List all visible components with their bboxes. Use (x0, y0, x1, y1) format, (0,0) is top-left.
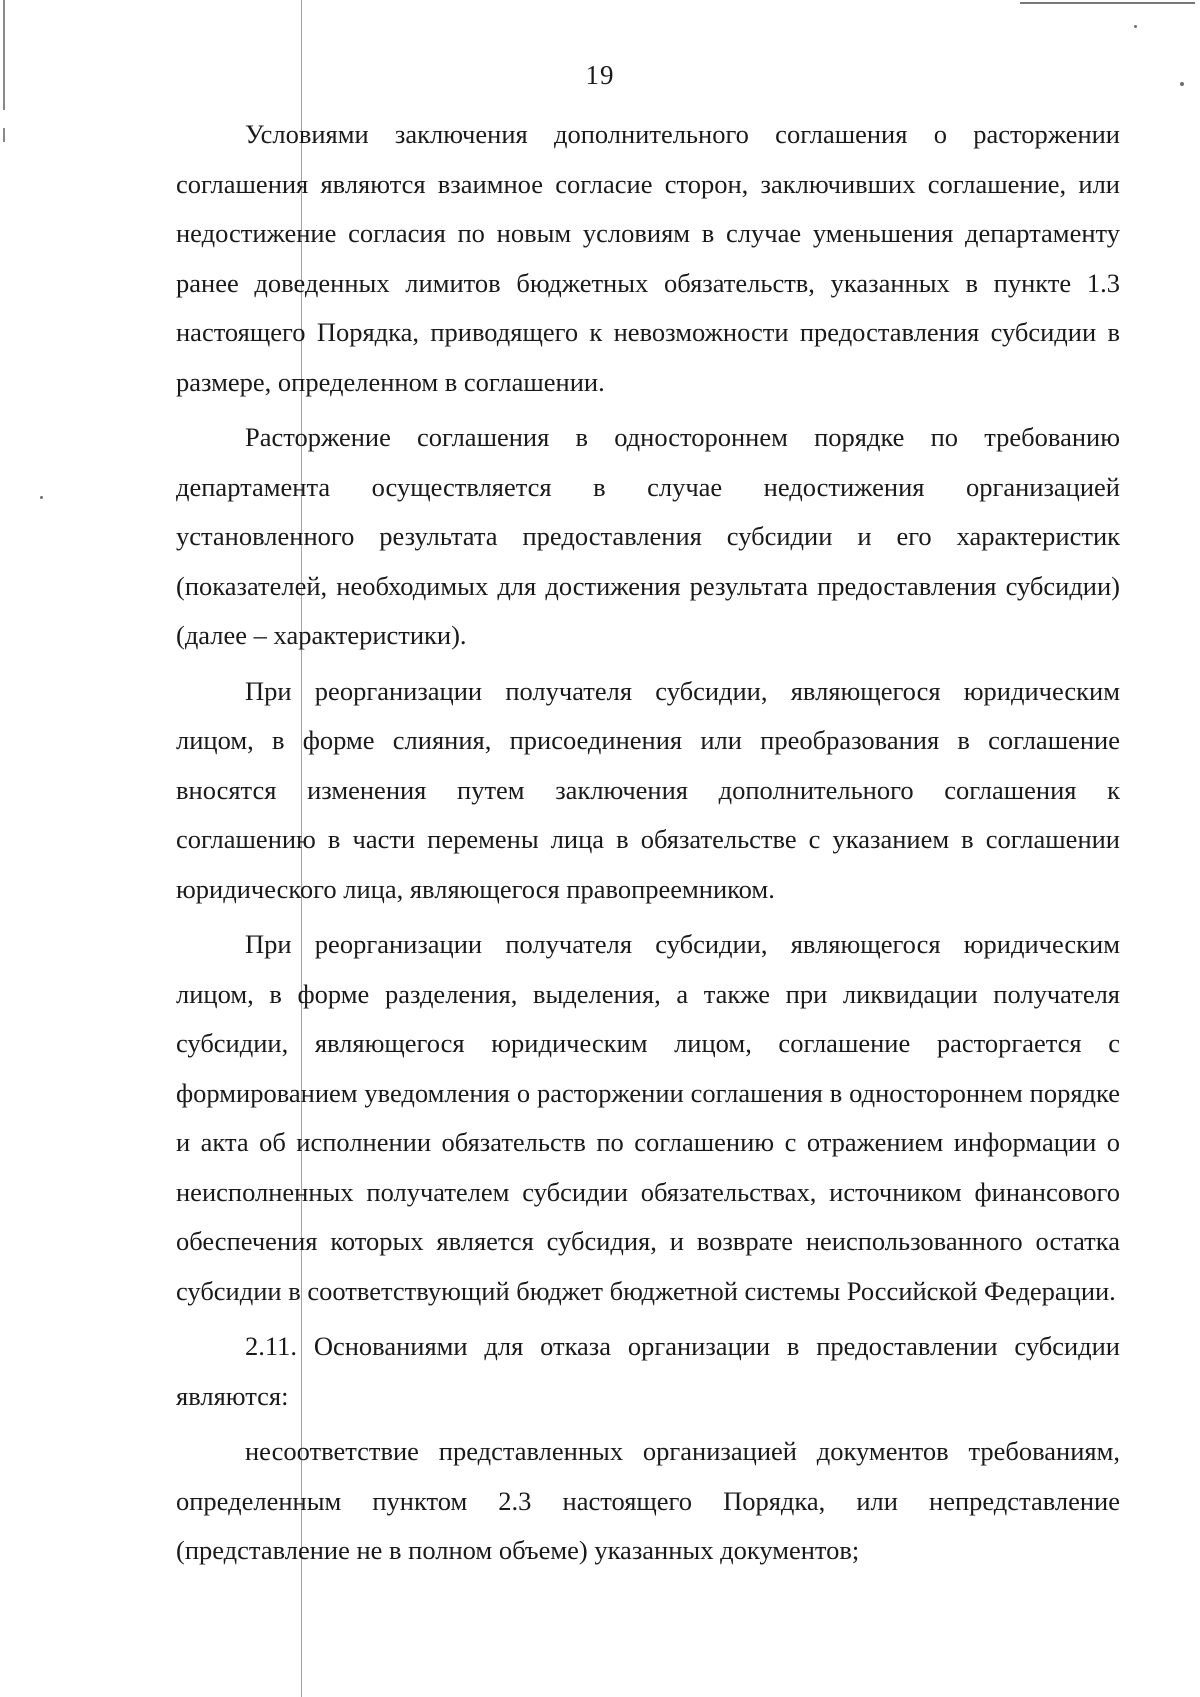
list-item-paragraph: несоответствие представленных организацией документов требованиям, определенным пунктом 2.3 настоящего Порядка, или непредставление (представление не в полном объеме) указанных документов; (176, 1436, 1120, 1565)
page-number: 19 (585, 60, 615, 90)
scan-top-right-line (1020, 2, 1195, 4)
paragraph: При реорганизации получателя субсидии, являющегося юридическим лицом, в форме слияния, присоединения или преобразования в соглашение вносятся изменения путем заключения дополнительного соглашения к соглашению в части перемены лица в обязательстве с указанием в соглашении юридического лица, являющегося правопреемником. (176, 675, 1120, 904)
scan-speck (1134, 25, 1137, 28)
section-2-11-paragraph: 2.11. Основаниями для отказа организации в предоставлении субсидии являются: (176, 1331, 1120, 1411)
paragraph: При реорганизации получателя субсидии, являющегося юридическим лицом, в форме разделения, выделения, а также при ликвидации получателя субсидии, являющегося юридическим лицом, соглашение расторгается с формированием уведомления о расторжении соглашения в одностороннем порядке и акта об исполнении обязательств по соглашению с отражением информации о неисполненных получателем субсидии обязательствах, источником финансового обеспечения которых является субсидия, и возврате неиспользованного остатка субсидии в соответствующий бюджет бюджетной системы Российской Федерации. (176, 929, 1120, 1306)
scan-speck (40, 496, 43, 499)
document-body (176, 110, 1120, 1582)
scan-left-edge-line (3, 0, 5, 110)
paragraph: Расторжение соглашения в одностороннем порядке по требованию департамента осуществляется в случае недостижения организацией установленного результата предоставления субсидии и его характеристик (показателей, необходимых для достижения результата предоставления субсидии) (далее – характеристики). (176, 422, 1120, 650)
scan-left-edge-mark (3, 128, 5, 142)
paragraph: Условиями заключения дополнительного соглашения о расторжении соглашения являются взаимное согласие сторон, заключивших соглашение, или недостижение согласия по новым условиям в случае уменьшения департаменту ранее доведенных лимитов бюджетных обязательств, указанных в пункте 1.3 настоящего Порядка, приводящего к невозможности предоставления субсидии в размере, определенном в соглашении. (176, 119, 1120, 397)
